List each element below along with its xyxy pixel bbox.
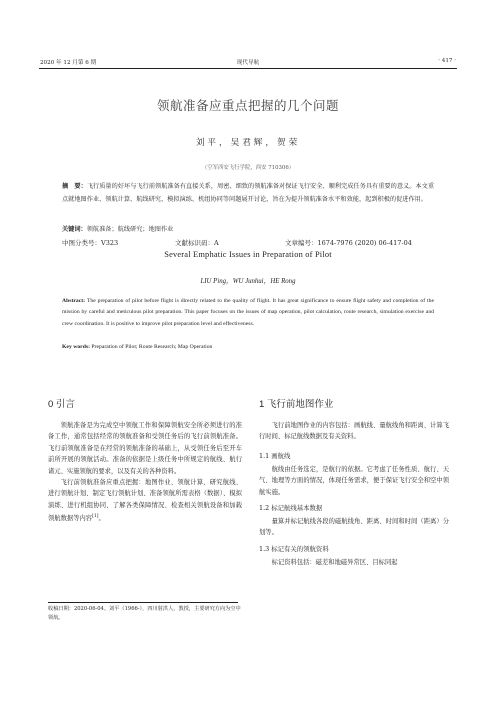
keywords-cn-label: 关键词： (62, 226, 87, 233)
right-column-body (259, 420, 449, 568)
map-work-intro: 飞行前地图作业的内容包括：画航线、量航线角和距离、计算飞行时间、标记航线数据及有关资料。 (259, 422, 449, 441)
abstract-cn-text: 飞行质量的好坏与飞行前领航准备有直接关系，周密、细致的领航准备对保证飞行安全、顺利完成任务具有重要的意义。本文重点就地图作业、领航计算、航线研究、模拟演练、机组协同等问题展开讨论，旨在为提升领航准备水平和效能，起到积极的促进作用。 (62, 183, 435, 203)
page-title-en: Several Emphatic Issues in Preparation of Pilot (164, 250, 332, 259)
keywords-en (62, 342, 434, 353)
header-page-number: · 417 · (438, 58, 456, 64)
section-heading-introduction: 0 引言 (48, 399, 75, 410)
subsection-1-3-text: 标记资料包括：磁差和地磁异常区、目标同起 (271, 558, 398, 566)
keywords-cn (62, 224, 434, 237)
footnote: 收稿日期：2020-06-04。刘平（1966-），四川射洪人，教授，主要研究方向为空中领航。 (48, 606, 241, 621)
abstract-en (62, 296, 434, 330)
subheading-1-3: 1.3 标记有关的领航资料 (259, 544, 329, 553)
header-journal: 现代导航 (236, 60, 260, 66)
keywords-en-text: Preparation of Pilot; Route Research; Map Operation (91, 344, 213, 350)
intro-paragraph-2-end: 。 (98, 515, 105, 523)
authors-en: LIU Ping，WU Junhui，HE Rong (200, 278, 296, 285)
affiliation-cn: （空军西安飞行学院，西安 710306） (201, 165, 295, 171)
subheading-1-2: 1.2 标记航线基本数据 (259, 504, 323, 513)
page-title-cn: 领航准备应重点把握的几个问题 (156, 98, 339, 113)
header-rule (39, 68, 457, 69)
keywords-cn-text: 领航准备；航线研究；地图作业 (86, 226, 174, 233)
abstract-en-text: The preparation of pilot before flight is directly related to the quality of flight. It has great significance to ensure flight safety and completion of the mission by careful and meticulous pilot preparation. This paper focuses on the issues of map operation, pilot calculation, route research, simulation exercise and crew coordination. It is positive to improve pilot preparation level and effectiveness. (62, 298, 435, 327)
keywords-en-label: Key words: (62, 344, 90, 350)
document-code: 文献标识码：A (175, 239, 219, 247)
citation-ref: [1] (92, 514, 99, 520)
subheading-1-1: 1.1 画航线 (259, 451, 291, 460)
authors-cn: 刘平，吴君辉，贺荣 (195, 138, 301, 148)
intro-paragraph-2 (48, 477, 242, 525)
abstract-cn (62, 181, 434, 206)
header-issue: 2020 年 12 月第 6 期 (40, 60, 97, 66)
intro-paragraph-2-text: 飞行前领航准备应重点把握：地图作业、领航计算、研究航线、进行领航计划、制定飞行领航计划、准备领航所需表格（数据）、模拟演练、进行机组协同、了解各类保障情况、检查相关领航设备和加载领航数据等内容 (48, 479, 242, 523)
left-column-body (48, 420, 242, 525)
article-number: 文章编号：1674-7976 (2020) 06-417-04 (285, 239, 412, 247)
subsection-1-2-text: 量算并标记航线各段的磁航线角、距离、时间和时间（距离）分划等。 (259, 518, 449, 537)
section-heading-map-work: 1 飞行前地图作业 (259, 399, 334, 410)
abstract-en-label: Abstract: (62, 298, 86, 304)
intro-paragraph-1: 领航准备是为完成空中领航工作和保障领航安全所必须进行的准备工作，通常包括经常的领航准备和受领任务后的飞行前领航准备。飞行前领航准备是在经常的领航准备的基础上，从受领任务后至开车前所开展的领航活动。准备的依据是上级任务中所规定的航线、航行诸元、实施领航的要求，以及有关的各种资料。 (48, 422, 242, 475)
abstract-cn-label: 摘 要： (62, 183, 87, 190)
footnote-rule (48, 602, 238, 603)
subsection-1-1-text: 航线由任务选定，是航行的依据。它考虑了任务性质、航行、天气、地理等方面的情况，体现任务需求，便于保证飞行安全和空中领航实施。 (259, 465, 449, 496)
clc-number: 中图分类号：V323 (62, 239, 119, 247)
